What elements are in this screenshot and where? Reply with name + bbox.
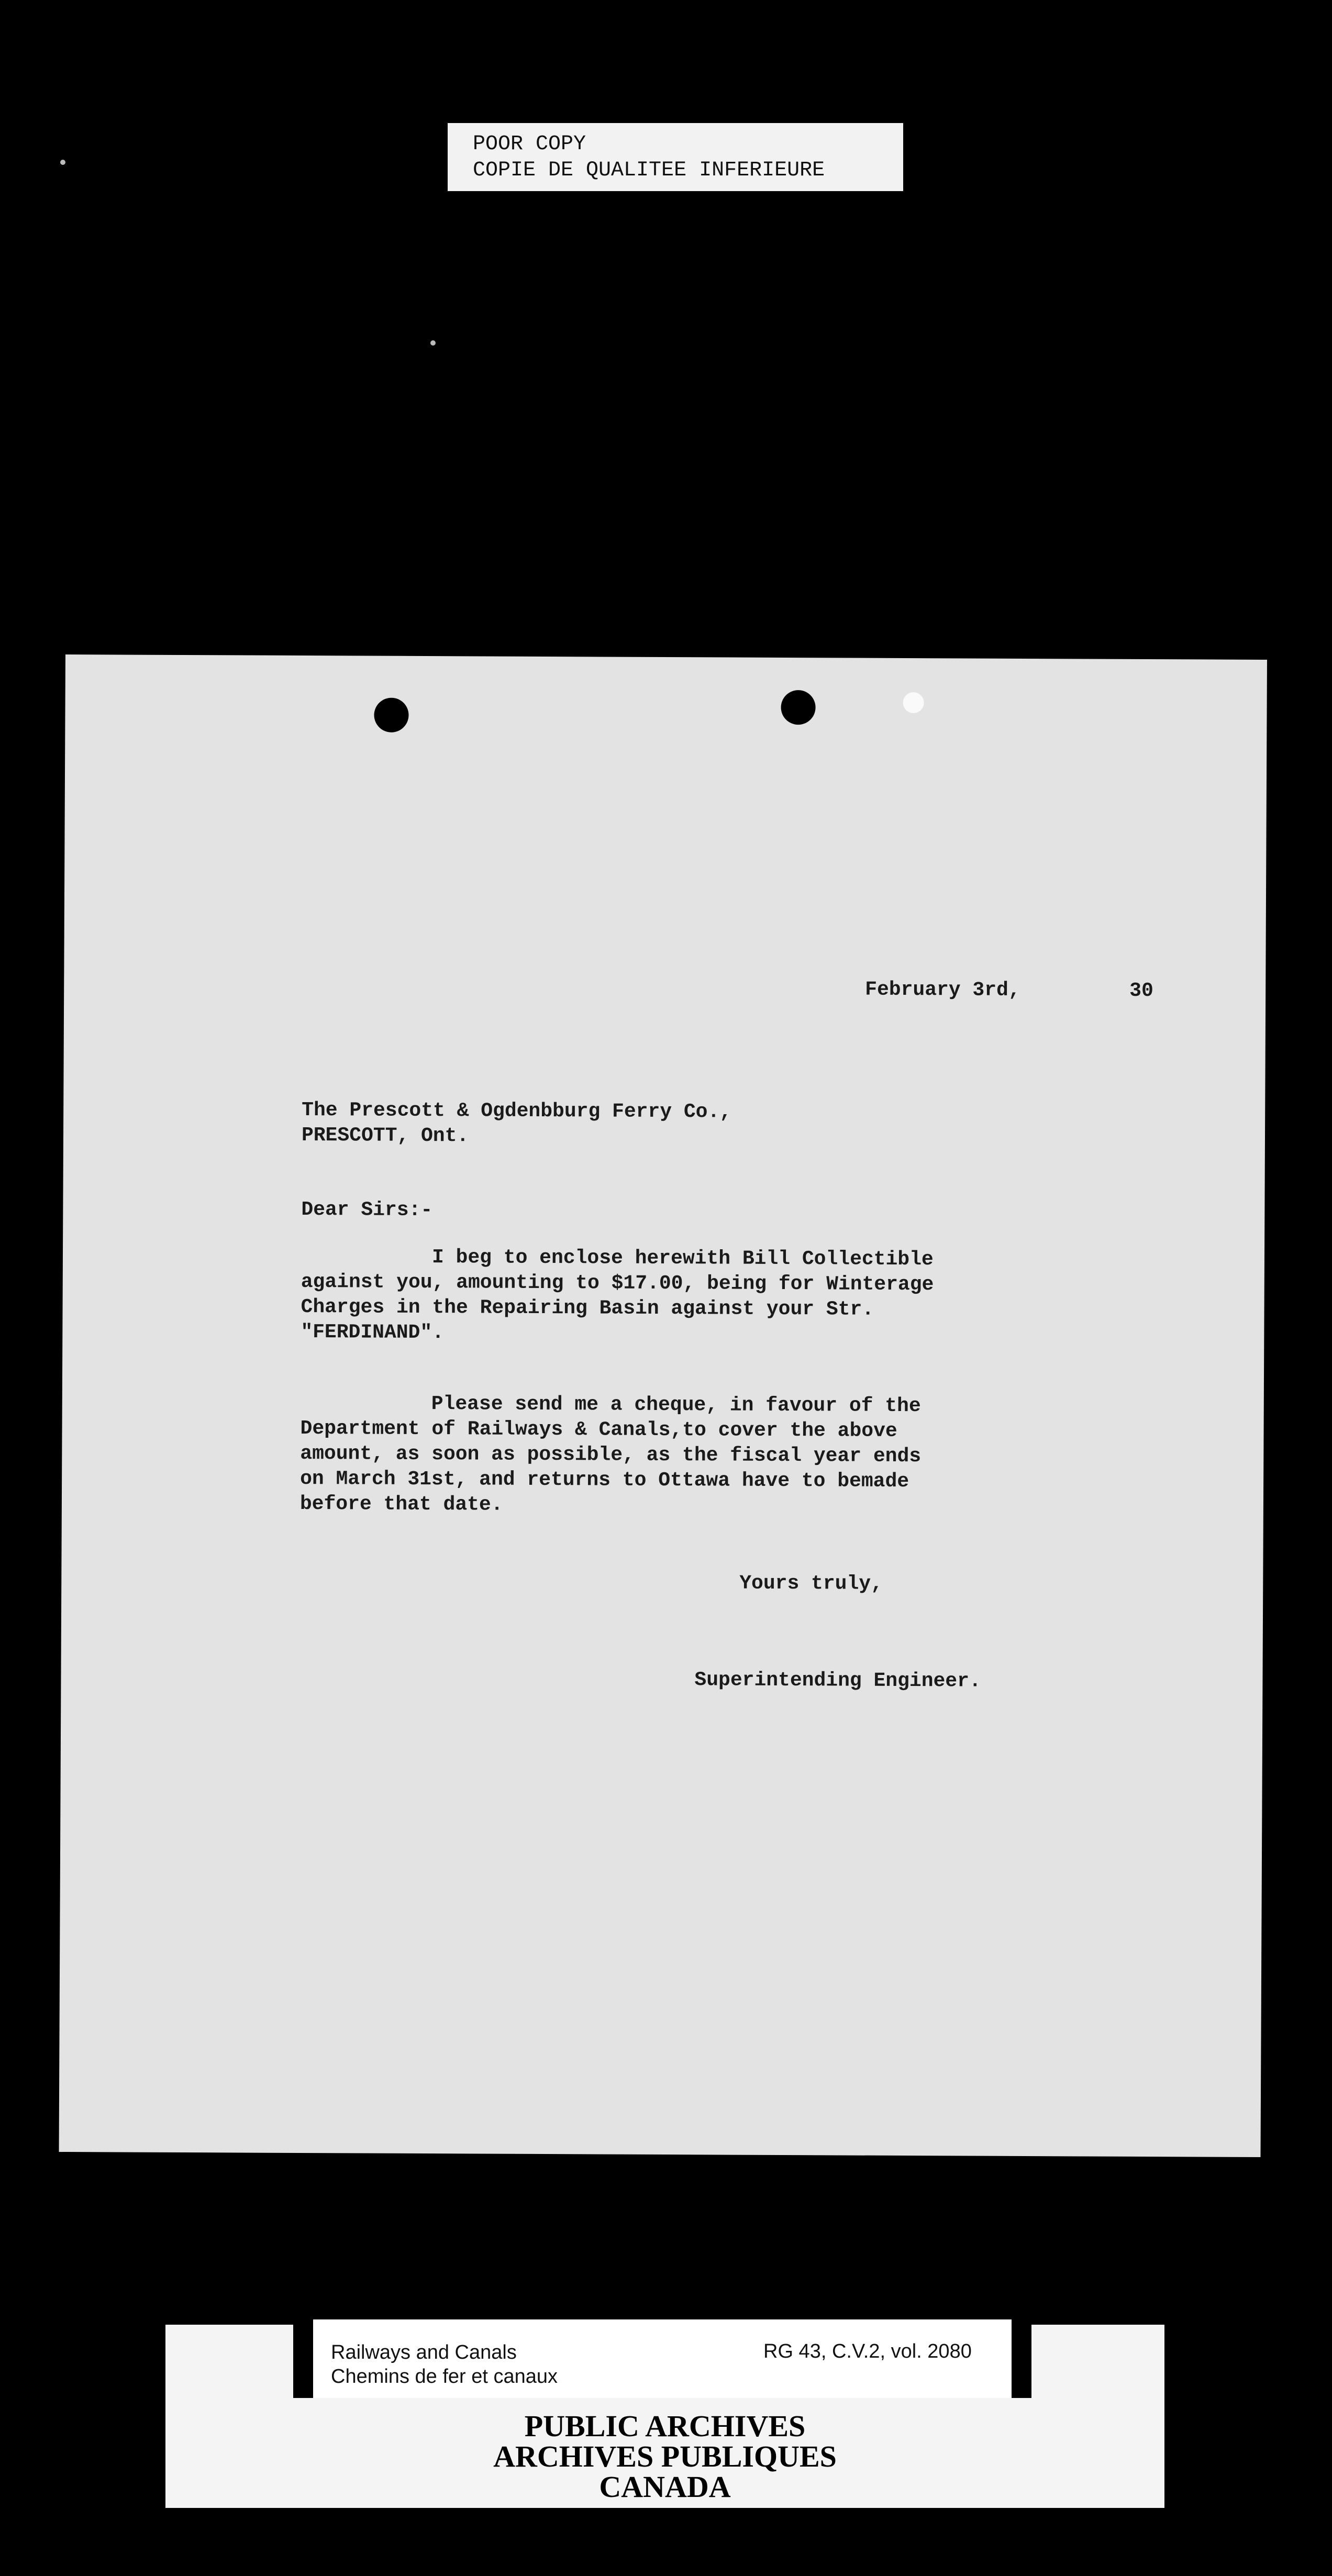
paragraph-2-line: Please send me a cheque, in favour of the — [431, 1393, 921, 1418]
paragraph-1-line: "FERDINAND". — [301, 1320, 445, 1345]
stamp-line-2: COPIE DE QUALITEE INFERIEURE — [473, 159, 825, 182]
archives-line-3: CANADA — [599, 2470, 731, 2504]
punch-hole — [903, 692, 924, 713]
paragraph-2-line: Department of Railways & Canals,to cover the above — [300, 1417, 897, 1442]
archives-name — [165, 2411, 1164, 2502]
paragraph-1-line: I beg to enclose herewith Bill Collectible — [431, 1246, 934, 1271]
dust-speck — [60, 160, 65, 165]
paragraph-2-line: amount, as soon as possible, as the fiscal year ends — [300, 1442, 922, 1468]
paragraph-1-line: Charges in the Repairing Basin against your Str. — [301, 1295, 874, 1321]
paragraph-2-line: before that date. — [299, 1492, 503, 1516]
stamp-line-1: POOR COPY — [473, 132, 586, 156]
archives-line-2: ARCHIVES PUBLIQUES — [493, 2439, 837, 2473]
paragraph-2-line: on March 31st, and returns to Ottawa have to bemade — [300, 1467, 909, 1493]
address-line: The Prescott & Ogdenbburg Ferry Co., — [302, 1098, 732, 1124]
letter-page — [59, 654, 1267, 2157]
signature-title: Superintending Engineer. — [694, 1669, 981, 1693]
department-french: Chemins de fer et canaux — [331, 2366, 558, 2388]
punch-hole — [781, 690, 815, 725]
paragraph-1-line: against you, amounting to $17.00, being for Winterage — [301, 1270, 934, 1296]
letter-year: 30 — [1129, 979, 1153, 1003]
punch-hole — [374, 698, 408, 732]
dust-speck — [430, 340, 436, 346]
department-english: Railways and Canals — [331, 2341, 517, 2363]
poor-copy-stamp — [448, 123, 903, 191]
archive-reference: RG 43, C.V.2, vol. 2080 — [763, 2340, 972, 2362]
letter-date: February 3rd, — [865, 978, 1020, 1002]
address-line: PRESCOTT, Ont. — [301, 1124, 469, 1148]
closing: Yours truly, — [739, 1572, 883, 1595]
archives-line-1: PUBLIC ARCHIVES — [524, 2409, 806, 2443]
fonds-label-box — [293, 2319, 1031, 2398]
salutation: Dear Sirs:- — [301, 1198, 433, 1222]
